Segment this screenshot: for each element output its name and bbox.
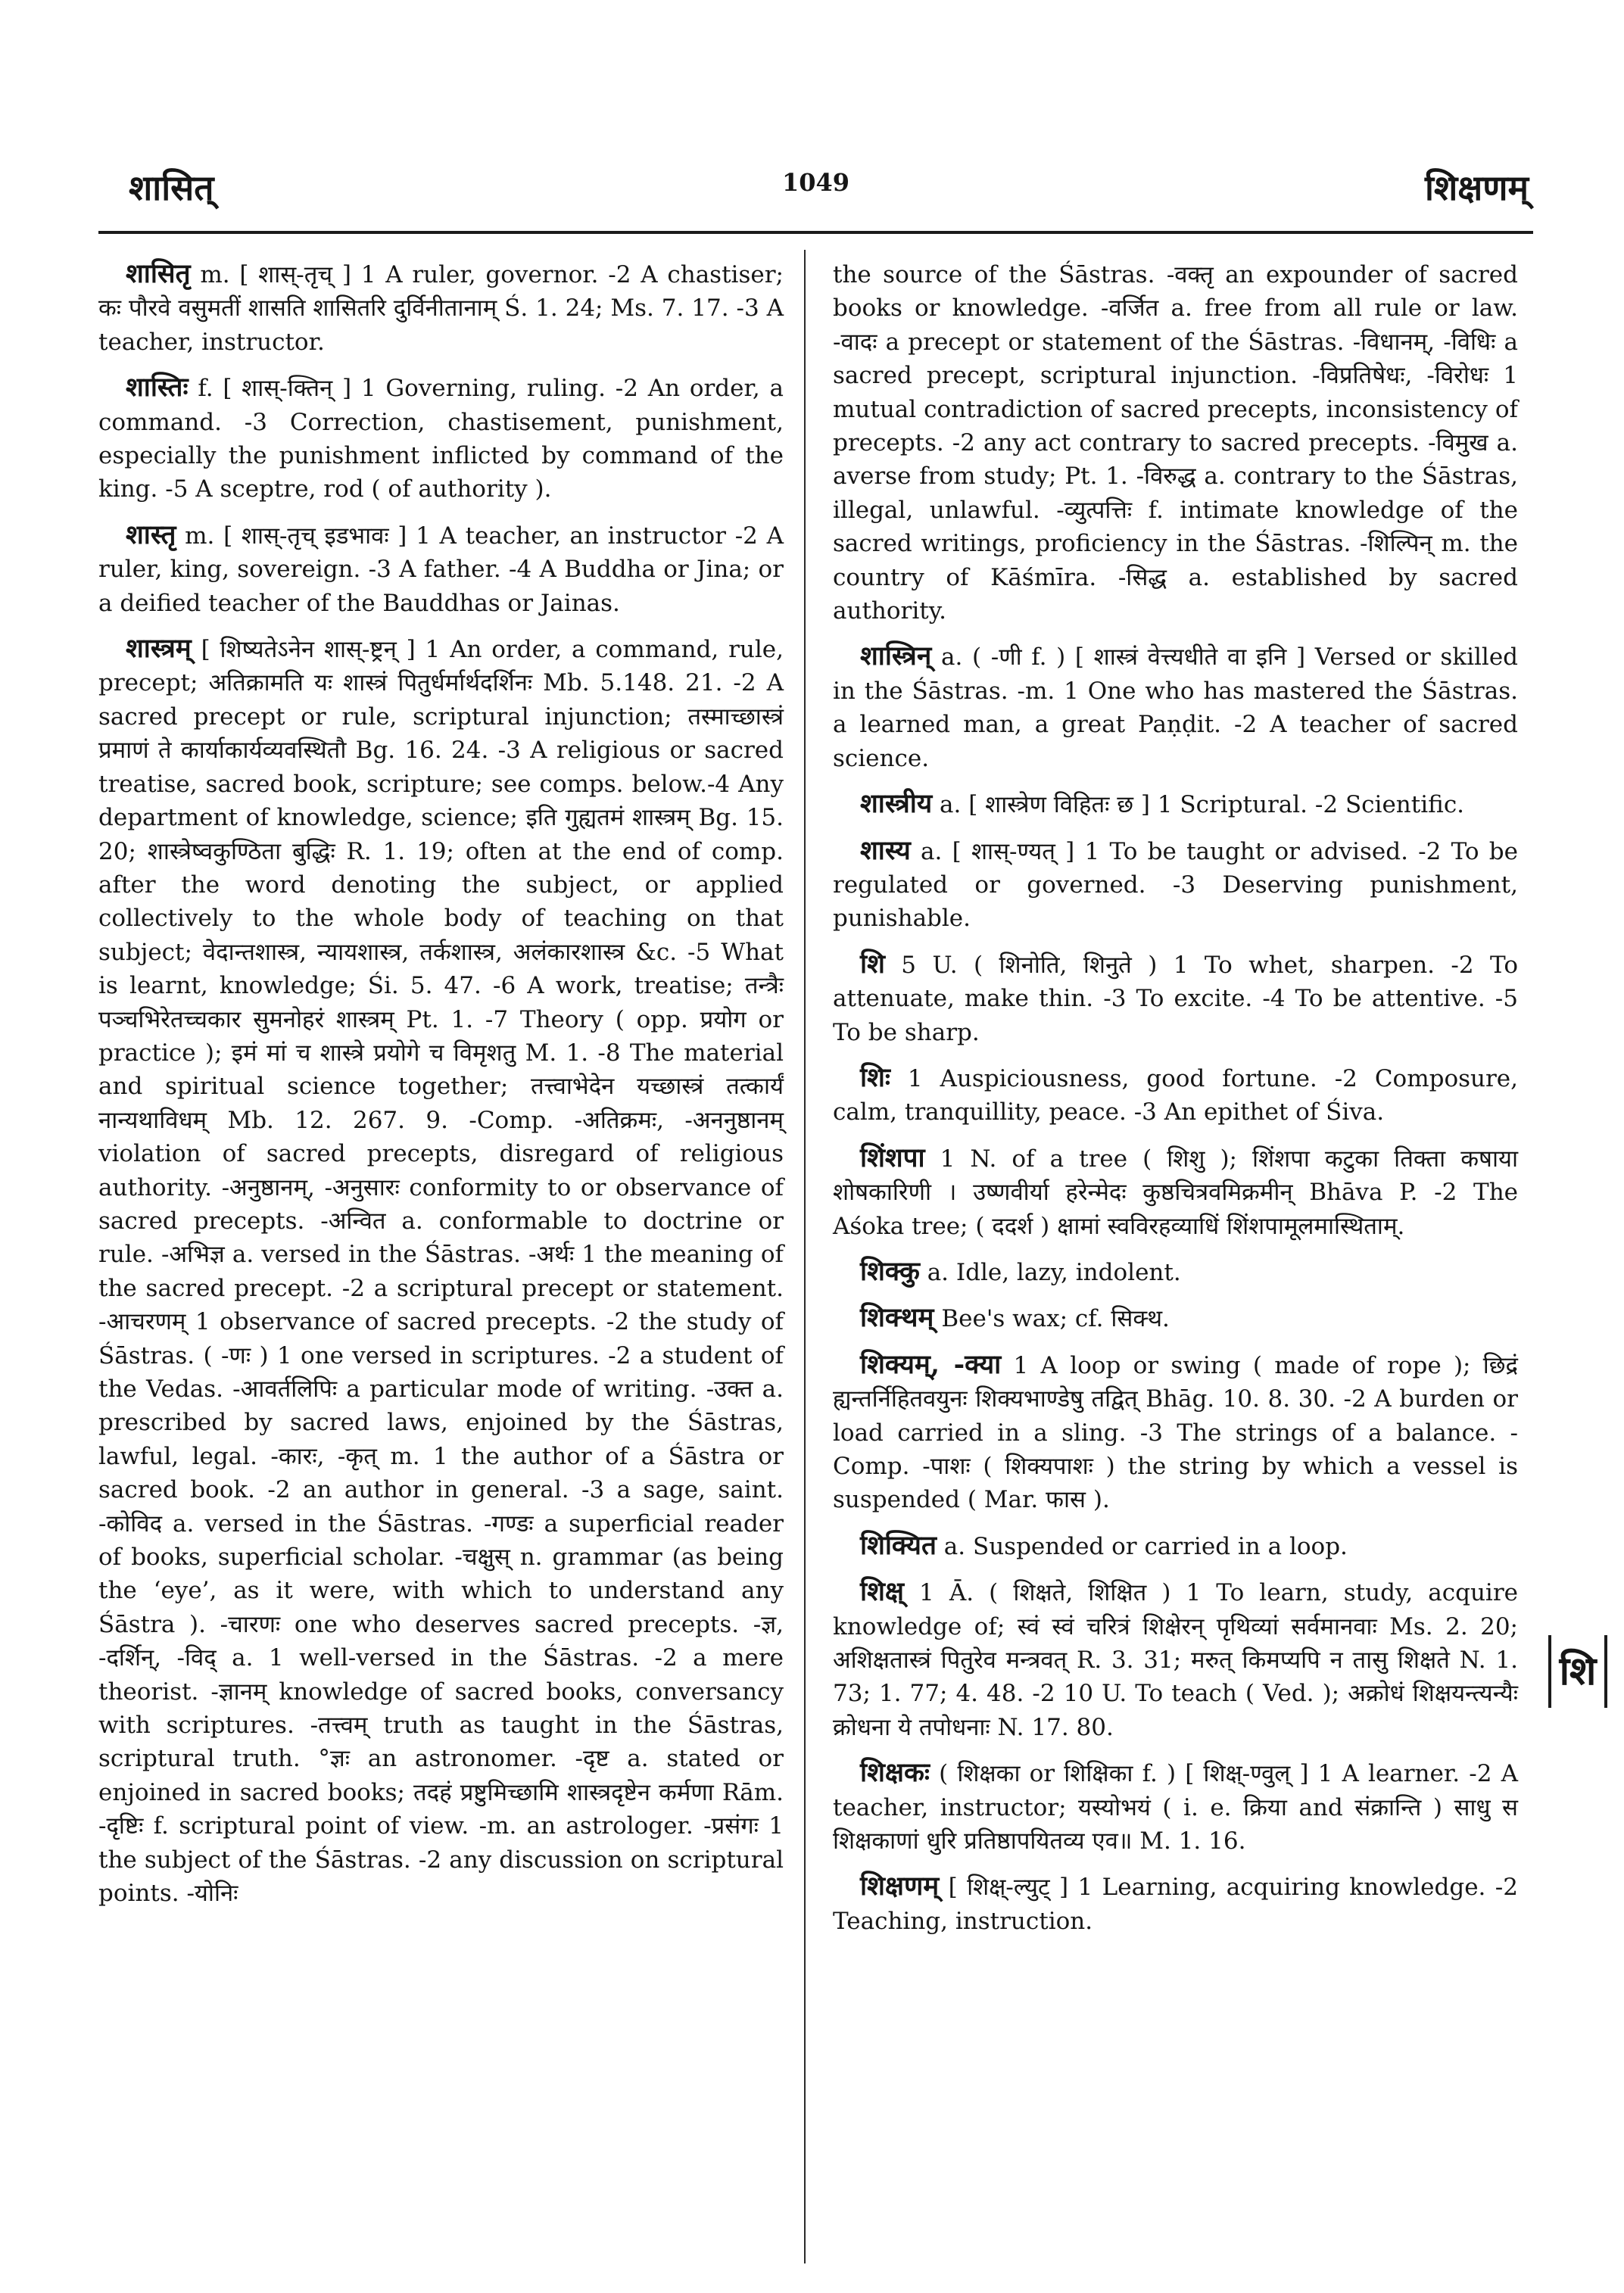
entry-headword: शिक्यित: [860, 1529, 937, 1561]
entry-headword: शिक्कु: [860, 1255, 920, 1287]
header-left-headword: शासित्: [129, 167, 214, 208]
entry-headword: शास्त्रीय: [860, 788, 933, 820]
entry-headword: शिक्यम्, -क्या: [860, 1348, 1002, 1380]
entry-text: a. [ शास्-ण्यत् ] 1 To be taught or advised. -2 To be regulated or governed. -3 Deserving punishment, punishable.: [833, 837, 1518, 933]
entry-text: f. [ शास्-क्तिन् ] 1 Governing, ruling. -2 An order, a command. -3 Correction, chastisement, punishment, especially the punishment inflicted by command of the king. -5 A sceptre, rod ( of authority ).: [98, 375, 784, 503]
entry-text: a. ( -णी f. ) [ शास्त्रं वेत्त्यधीते वा इनि ] Versed or skilled in the Śāstras. -m. 1 One who has mastered the Śāstras. a learned man, a great Paṇḍit. -2 A teacher of sacred science.: [833, 643, 1519, 772]
entry-headword: शासितृ: [126, 258, 191, 289]
entry-headword: शास्तिः: [126, 372, 189, 403]
entry-headword: शिक्ष्: [860, 1576, 904, 1608]
dictionary-entry: [98, 371, 784, 506]
entry-text: m. [ शास्-तृच् इडभावः ] 1 A teacher, an instructor -2 A ruler, king, sovereign. -3 A father. -4 A Buddha or Jina; or a deified teacher of the Bauddhas or Jainas.: [98, 522, 784, 617]
dictionary-entry: [833, 1142, 1518, 1243]
right-column: [833, 257, 1518, 1950]
entry-text: ( शिक्षका or शिक्षिका f. ) [ शिक्ष्-ण्वुल् ] 1 A learner. -2 A teacher, instructor; यस्योभयं ( i. e. क्रिया and संक्रान्ति ) साधु स शिक्षकाणां धुरि प्रतिष्ठापयितव्य एव॥ M. 1. 16.: [833, 1760, 1519, 1855]
dictionary-entry-continued: [833, 257, 1518, 628]
entry-text: a. [ शास्त्रेण विहितः छ ] 1 Scriptural. -2 Scientific.: [940, 791, 1465, 819]
header-rule: [98, 231, 1533, 234]
entry-headword: शिः: [860, 1061, 890, 1093]
entry-headword: शिक्थम्: [860, 1302, 934, 1334]
left-column: [98, 257, 784, 1923]
entry-headword: शिक्षणम्: [860, 1871, 940, 1902]
entry-headword: शास्य: [860, 834, 911, 866]
dictionary-entry: [833, 640, 1518, 775]
entry-headword: शास्त्रिन्: [860, 640, 932, 672]
entry-headword: शि: [860, 948, 885, 980]
column-separator: [804, 250, 806, 2263]
entry-text: the source of the Śāstras. -वक्तृ an expounder of sacred books or knowledge. -वर्जित a. free from all rule or law. -वादः a precept or statement of the Śāstras. -विधानम्, -विधिः a sacred precept, scriptural injunction. -विप्रतिषेधः, -विरोधः 1 mutual contradiction of sacred precepts, inconsistency of precepts. -2 any act contrary to sacred precepts. -विमुख a. averse from study; Pt. 1. -विरुद्ध a. contrary to the Śāstras, illegal, unlawful. -व्युत्पत्तिः f. intimate knowledge of the sacred writings, proficiency in the Śāstras. -शिल्पिन् m. the country of Kāśmīra. -सिद्ध a. established by sacred authority.: [833, 261, 1518, 625]
entry-text: 1 Auspiciousness, good fortune. -2 Composure, calm, tranquillity, peace. -3 An epithet of Śiva.: [833, 1064, 1518, 1126]
dictionary-entry: [833, 1348, 1518, 1517]
dictionary-entry: [98, 257, 784, 359]
dictionary-entry: [833, 1255, 1518, 1289]
entry-text: 5 U. ( शिनोति, शिनुते ) 1 To whet, sharpen. -2 To attenuate, make thin. -3 To excite. -4 To be attentive. -5 To be sharp.: [833, 951, 1518, 1046]
entry-text: 1 Ā. ( शिक्षते, शिक्षित ) 1 To learn, study, acquire knowledge of; स्वं स्वं चरित्रं शिक्षेरन् पृथिव्यां सर्वमानवाः Ms. 2. 20; अशिक्षतास्त्रं पितुरेव मन्त्रवत् R. 3. 31; मरुत् किमप्यपि न तासु शिक्षते N. 1. 73; 1. 77; 4. 48. -2 10 U. To teach ( Ved. ); अक्रोधं शिक्षयन्त्यन्यैः क्रोधना ये तपोधनाः N. 17. 80.: [833, 1579, 1518, 1741]
entry-text: m. [ शास्-तृच् ] 1 A ruler, governor. -2 A chastiser; कः पौरवे वसुमतीं शासति शासितरि दुर्विनीतानाम् Ś. 1. 24; Ms. 7. 17. -3 A teacher, instructor.: [98, 261, 784, 356]
entry-headword: शिंशपा: [860, 1142, 925, 1173]
entry-text: [ शिष्यतेऽनेन शास्-ष्ट्रन् ] 1 An order, a command, rule, precept; अतिक्रामति यः शास्त्रं पितुर्धर्मार्थदर्शिनः Mb. 5.148. 21. -2 A sacred precept or rule, scriptural injunction; तस्माच्छास्त्रं प्रमाणं ते कार्याकार्यव्यवस्थितौ Bg. 16. 24. -3 A religious or sacred treatise, sacred book, scripture; see comps. below.-4 Any department of knowledge, science; इति गुह्यतमं शास्त्रम् Bg. 15. 20; शास्त्रेष्वकुण्ठिता बुद्धिः R. 1. 19; often at the end of comp. after the word denoting the subject, or applied collectively to the whole body of teaching on that subject; वेदान्तशास्त्र, न्यायशास्त्र, तर्कशास्त्र, अलंकारशास्त्र &c. -5 What is learnt, knowledge; Śi. 5. 47. -6 A work, treatise; तन्त्रैः पञ्चभिरेतच्चकार सुमनोहरं शास्त्रम् Pt. 1. -7 Theory ( opp. प्रयोग or practice ); इमं मां च शास्त्रे प्रयोगे च विमृशतु M. 1. -8 The material and spiritual science together; तत्त्वाभेदेन यच्छास्त्रं तत्कार्यं नान्यथाविधम् Mb. 12. 267. 9. -Comp. -अतिक्रमः, -अननुष्ठानम् violation of sacred precepts, disregard of religious authority. -अनुष्ठानम्, -अनुसारः conformity to or observance of sacred precepts. -अन्वित a. conformable to doctrine or rule. -अभिज्ञ a. versed in the Śāstras. -अर्थः 1 the meaning of the sacred precept. -2 a scriptural precept or statement. -आचरणम् 1 observance of sacred precepts. -2 the study of Śāstras. ( -णः ) 1 one versed in scriptures. -2 a student of the Vedas. -आवर्तलिपिः a particular mode of writing. -उक्त a. prescribed by sacred laws, enjoined by the Śāstras, lawful, legal. -कारः, -कृत् m. 1 the author of a Śāstra or sacred book. -2 an author in general. -3 a sage, saint. -कोविद a. versed in the Śāstras. -गण्डः a superficial reader of books, superficial scholar. -चक्षुस् n. grammar (as being the ‘eye’, as it were, with which to understand any Śāstra ). -चारणः one who deserves sacred precepts. -ज्ञ, -दर्शिन्, -विद् a. 1 well-versed in the Śāstras. -2 a mere theorist. -ज्ञानम् knowledge of sacred books, conversancy with scriptures. -तत्त्वम् truth as taught in the Śāstras, scriptural truth. °ज्ञः an astronomer. -दृष्ट a. stated or enjoined in sacred books; तदहं प्रष्टुमिच्छामि शास्त्रदृष्टेन कर्मणा Rām. -दृष्टिः f. scriptural point of view. -m. an astrologer. -प्रसंगः 1 the subject of the Śāstras. -2 any discussion on scriptural points. -योनिः: [98, 636, 784, 1908]
thumb-index-mark: शि: [1548, 1635, 1607, 1708]
header-right-headword: शिक्षणम्: [1425, 167, 1529, 208]
dictionary-entry: [833, 834, 1518, 936]
dictionary-entry: [833, 948, 1518, 1049]
dictionary-entry: [98, 519, 784, 620]
dictionary-entry: [833, 787, 1518, 821]
entry-text: [ शिक्ष्-ल्युट् ] 1 Learning, acquiring knowledge. -2 Teaching, instruction.: [833, 1874, 1518, 1935]
entry-headword: शास्तृ: [126, 519, 176, 550]
entry-text: a. Suspended or carried in a loop.: [943, 1532, 1348, 1560]
entry-text: 1 N. of a tree ( शिशु ); शिंशपा कटुका तिक्ता कषाया शोषकारिणी । उष्णवीर्या हरेन्मेदः कुष्ठचित्रवमिक्रमीन् Bhāva P. -2 The Aśoka tree; ( ददर्श ) क्षामां स्वविरहव्याधिं शिंशपामूलमास्थिताम्.: [833, 1145, 1518, 1240]
entry-headword: शास्त्रम्: [126, 633, 192, 665]
dictionary-entry: [833, 1575, 1518, 1744]
dictionary-entry: [833, 1301, 1518, 1335]
dictionary-entry: [833, 1061, 1518, 1129]
page-header: [98, 159, 1533, 220]
dictionary-entry: [98, 632, 784, 1910]
dictionary-entry: [833, 1756, 1518, 1858]
page-number: 1049: [781, 168, 850, 197]
dictionary-entry: [833, 1529, 1518, 1563]
entry-text: 1 A loop or swing ( made of rope ); छिद्रं ह्यन्तर्निहितवयुनः शिक्यभाण्डेषु तद्वित् Bhāg. 10. 8. 30. -2 A burden or load carried in a sling. -3 The strings of a balance. -Comp. -पाशः ( शिक्यपाशः ) the string by which a vessel is suspended ( Mar. फास ).: [833, 1351, 1518, 1514]
dictionary-entry: [833, 1870, 1518, 1938]
entry-text: Bee's wax; cf. सिक्थ.: [941, 1305, 1170, 1333]
entry-text: a. Idle, lazy, indolent.: [927, 1258, 1181, 1286]
entry-headword: शिक्षकः: [860, 1757, 930, 1789]
